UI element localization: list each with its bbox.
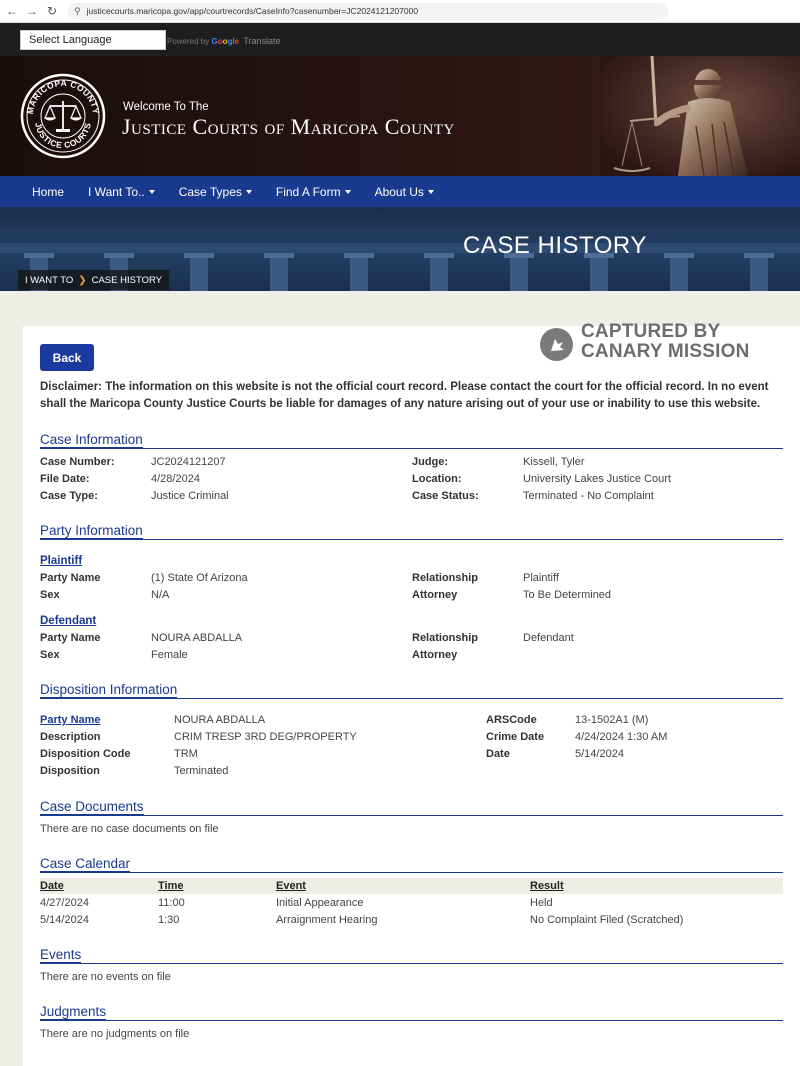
disclaimer-text: Disclaimer: The information on this website is not the official court record. Please contact the court for the official record. In no event shall the Maricopa County Justice Courts be liable for damages of any nature arising out of your use or inability to use this website. [40,381,769,410]
nav-label: Case Types [178,184,242,199]
calendar-event: Initial Appearance [276,897,364,909]
nav-case-types[interactable] [179,185,252,199]
calendar-result: No Complaint Filed (Scratched) [530,914,684,926]
disposition-date-value: 5/14/2024 [575,748,624,760]
lady-justice-image [600,56,800,176]
judgments-empty-text: There are no judgments on file [40,1028,190,1040]
calendar-result: Held [530,897,553,909]
watermark-line-1: CAPTURED BY [581,321,721,342]
judge-label: Judge: [412,456,449,468]
case-number-label: Case Number: [40,456,115,468]
plaintiff-attorney-value: To Be Determined [523,589,612,601]
translate-link[interactable]: Translate [243,36,281,46]
translate-bar [0,23,800,56]
county-seal-logo[interactable] [20,73,106,159]
nav-find-a-form[interactable] [276,185,351,199]
plaintiff-relationship-value: Plaintiff [523,572,559,584]
welcome-text: Welcome To The [123,101,209,113]
case-number-value: JC2024121207 [151,456,226,468]
defendant-heading[interactable]: Defendant [40,615,97,627]
defendant-party-name-label: Party Name [40,632,101,644]
defendant-sex-label: Sex [40,649,60,661]
case-information-heading [40,432,783,449]
site-title[interactable]: Justice Courts of Maricopa County [122,114,455,139]
calendar-time: 1:30 [158,914,180,926]
language-select[interactable]: Select Language [20,30,166,50]
case-calendar-heading [40,856,783,873]
disposition-label: Disposition [40,765,100,777]
caret-down-icon [428,190,434,194]
judge-value: Kissell, Tyler [523,456,585,468]
reload-icon[interactable]: ↻ [46,4,58,18]
crime-date-label: Crime Date [486,731,545,743]
calendar-header-date[interactable]: Date [40,880,64,892]
back-button[interactable]: Back [40,344,94,371]
calendar-header-time[interactable]: Time [158,880,184,892]
powered-by-google [167,36,281,46]
breadcrumb [18,270,169,290]
calendar-event: Arraignment Hearing [276,914,378,926]
disposition-code-label: Disposition Code [40,748,131,760]
back-arrow-icon[interactable]: ← [6,4,18,18]
section-title-text: Judgments [40,1004,107,1019]
address-bar[interactable] [68,3,668,20]
case-type-label: Case Type: [40,490,98,502]
disposition-code-value: TRM [174,748,198,760]
section-title-text: Case Documents [40,799,144,814]
file-date-label: File Date: [40,473,90,485]
plaintiff-attorney-label: Attorney [412,589,458,601]
party-information-heading [40,523,783,540]
judgments-heading [40,1004,783,1021]
section-title-text: Events [40,947,82,962]
defendant-relationship-value: Defendant [523,632,574,644]
case-documents-heading [40,799,783,816]
canary-logo-icon [540,328,573,361]
nav-i-want-to[interactable] [88,185,155,199]
disposition-information-heading [40,682,783,699]
description-label: Description [40,731,101,743]
captured-by-watermark [540,322,780,366]
calendar-header-row [40,878,783,894]
plaintiff-relationship-label: Relationship [412,572,479,584]
calendar-date: 4/27/2024 [40,897,89,909]
svg-text:JUSTICE COURTS: JUSTICE COURTS [33,121,93,151]
main-navigation [0,176,800,207]
browser-toolbar [0,0,800,23]
file-date-value: 4/28/2024 [151,473,200,485]
calendar-time: 11:00 [158,897,185,909]
defendant-attorney-label: Attorney [412,649,458,661]
page-title: CASE HISTORY [463,232,647,259]
section-title-text: Disposition Information [40,682,178,697]
caret-down-icon [149,190,155,194]
plaintiff-sex-label: Sex [40,589,60,601]
defendant-party-name-value: NOURA ABDALLA [151,632,243,644]
nav-label: Home [32,184,65,199]
google-logo: Google [211,37,240,46]
plaintiff-heading[interactable]: Plaintiff [40,555,83,567]
case-content-card [23,321,800,1066]
hero-banner [0,207,800,291]
location-value: University Lakes Justice Court [523,473,671,485]
disposition-party-name-label[interactable]: Party Name [40,714,101,726]
nav-home[interactable] [32,185,64,199]
ars-code-label: ARSCode [486,714,537,726]
section-title-text: Party Information [40,523,143,538]
section-title-text: Case Calendar [40,856,131,871]
defendant-relationship-label: Relationship [412,632,479,644]
svg-text:MARICOPA COUNTY: MARICOPA COUNTY [24,77,102,115]
plaintiff-party-name-label: Party Name [40,572,101,584]
documents-empty-text: There are no case documents on file [40,823,219,835]
nav-label: I Want To.. [88,184,145,199]
crime-date-value: 4/24/2024 1:30 AM [575,731,668,743]
plaintiff-sex-value: N/A [151,589,170,601]
nav-label: About Us [374,184,424,199]
breadcrumb-case-history: CASE HISTORY [91,274,163,286]
watermark-line-2: CANARY MISSION [581,341,750,362]
disposition-value: Terminated [174,765,229,777]
nav-about-us[interactable] [375,185,434,199]
events-heading [40,947,783,964]
calendar-date: 5/14/2024 [40,914,89,926]
caret-down-icon [246,190,252,194]
plaintiff-party-name-value: (1) State Of Arizona [151,572,248,584]
nav-label: Find A Form [275,184,341,199]
url-text: justicecourts.maricopa.gov/app/courtrecords/CaseInfo?casenumber=JC2024121207000 [86,6,419,16]
case-status-label: Case Status: [412,490,479,502]
location-label: Location: [412,473,462,485]
section-title-text: Case Information [40,432,143,447]
calendar-header-event[interactable]: Event [276,880,306,892]
watermark-text [581,322,750,362]
disposition-date-label: Date [486,748,510,760]
description-value: CRIM TRESP 3RD DEG/PROPERTY [174,731,357,743]
powered-by-text: Powered by [167,37,210,46]
disposition-party-name-value: NOURA ABDALLA [174,714,266,726]
case-type-value: Justice Criminal [151,490,229,502]
site-header [0,56,800,176]
forward-arrow-icon[interactable]: → [26,4,38,18]
ars-code-value: 13-1502A1 (M) [575,714,649,726]
site-info-icon[interactable]: ⚲ [74,5,81,16]
defendant-sex-value: Female [151,649,188,661]
breadcrumb-i-want-to[interactable]: I WANT TO [25,274,74,286]
events-empty-text: There are no events on file [40,971,171,983]
chevron-right-icon: ❯ [78,274,87,286]
case-status-value: Terminated - No Complaint [523,490,654,502]
calendar-header-result[interactable]: Result [530,880,564,892]
caret-down-icon [345,190,351,194]
